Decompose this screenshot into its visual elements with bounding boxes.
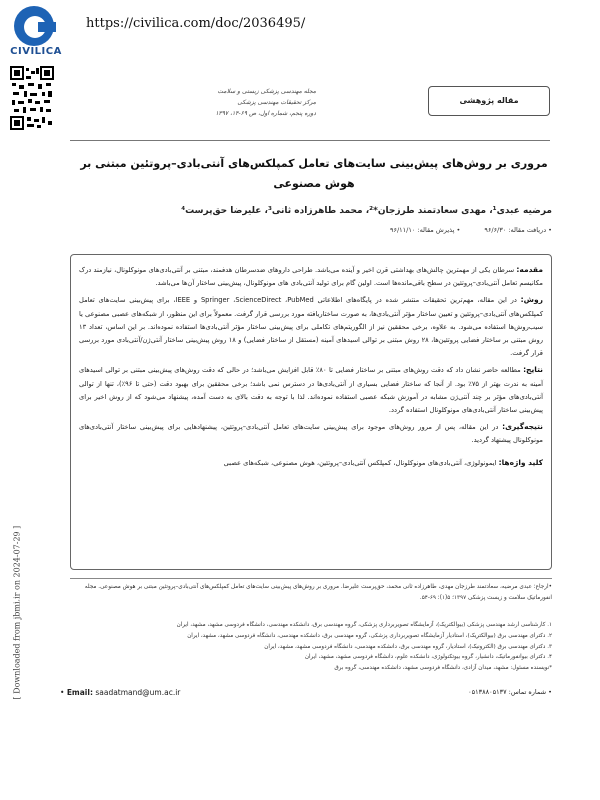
keywords-label: کلید واژه‌ها:: [498, 457, 543, 467]
conclusion-label: نتیجه‌گیری:: [502, 422, 543, 432]
methods-label: روش:: [520, 295, 543, 305]
authors: مرضیه عبدی¹، مهدی سعادتمند طرزجان*²، محمد طاهرزاده ثانی³، علیرضا حق‌پرست⁴: [181, 206, 552, 216]
affiliation-item: ۴. دکترای بیوانفورماتیک، دانشیار، گروه بیوتکنولوژی، دانشکده علوم، دانشگاه فردوسی مشهد، مشهد، ایران: [304, 654, 552, 661]
document-url[interactable]: https://civilica.com/doc/2036495/: [86, 16, 306, 31]
journal-issue: دوره پنجم، شماره اول، ص ۶۹-۱۴، ۱۳۹۷: [215, 110, 316, 117]
methods-text: در این مقاله، مهم‌ترین تحقیقات منتشر شده در پایگاه‌های اطلاعاتی Springer ،ScienceDirect ،PubMed و IEEE، برای پیش‌بینی سایت‌های تعامل کمپلکس‌های آنتی‌بادی–پروتئین و تعیین ساختار مؤثر آنتی‌بادی‌ها، به صورت ساختاریافته مورد بررسی قرار گرفت. معمولاً برای این منظور، از شبکه‌های عصبی مصنوعی یا سیب‌روش‌ها استفاده می‌شود. به علاوه، برخی محققین نیز از الگوریتم‌های تکاملی برای پیش‌بینی ساختار مؤثر آنتی‌بادی‌ها استفاده نموده‌اند. بر این اساس، تعداد ۱۳ روش مبتنی بر ساختار فضایی پروتئین‌ها، ۲۸ روش مبتنی بر توالی اسیدهای آمینه (مستقل از ساختار فضایی) و ۱۸ روش پیش‌بینی ساختار آنتی‌ژن/آنتی‌بادی مورد بررسی قرار گرفت.: [79, 296, 543, 358]
keywords-text: ایمونولوژی، آنتی‌بادی‌های مونوکلونال، کمپلکس آنتی‌بادی–پروتئین، هوش مصنوعی، شبکه‌های عصبی: [223, 458, 497, 467]
journal-center: مرکز تحقیقات مهندسی پزشکی: [237, 99, 316, 106]
affiliation-item: ۱. کارشناسی ارشد مهندسی پزشکی (بیوالکتریک)، آزمایشگاه تصویربرداری پزشکی، گروه مهندسی برق، دانشکده مهندسی، دانشگاه فردوسی مشهد، مشهد، ایران: [176, 622, 552, 628]
intro-text: سرطان یکی از مهمترین چالش‌های بهداشتی قرن اخیر و آینده می‌باشد. طراحی داروهای ضدسرطان هدفمند، مبتنی بر آنتی‌بادی‌های مونوکلونال، نیازمند درک مکانیسم تعامل آنتی‌بادی–پروتئین در سطح باقی‌مانده‌ها است. اولین گام برای تولید آنتی‌بادی های مونوکلونال، پیش‌بینی ساختار آن‌ها می‌باشد.: [79, 266, 543, 288]
divider: [70, 578, 552, 579]
results-text: مطالعه حاضر نشان داد که دقت روش‌های مبتنی بر ساختار فضایی تا ۸۰٪ قابل افزایش می‌باشد؛ در حالی که دقت روش‌های پیش‌بینی مبتنی بر توالی اسیدهای آمینه به ندرت بهتر از ۷۵٪ بود. از آنجا که ساختار فضایی بسیاری از آنتی‌بادی‌ها در دسترس نمی باشد؛ برخی محققین برای بهبود دقت (حتی تا ۹۶٪)، تنها از توالی آنتی‌بادی‌های مؤثر بر چند آنتی‌ژن مشابه در آموزش شبکه عصبی استفاده نموده‌اند. لذا با توجه به دقت بالای به دست آمده، پیشنهاد می‌شود که از روش اخیر برای پیش‌بینی ساختار آنتی‌بادی‌های مونوکلونال استفاده گردد.: [79, 366, 544, 415]
abstract-results: [79, 363, 543, 417]
email-label: Email:: [66, 688, 93, 697]
download-watermark: [ Downloaded from jbmi.ir on 2024-07-29 ]: [12, 525, 22, 700]
affiliation-item: ۳. دکترای مهندسی برق (الکترونیک)، استادیار، گروه مهندسی برق، دانشکده مهندسی، دانشگاه فردوسی مشهد، مشهد، ایران: [264, 643, 552, 650]
qr-code-icon: [10, 66, 54, 130]
article-type-badge: مقاله پژوهشی: [428, 86, 550, 116]
contact-email: • Email: saadatmand@um.ac.ir: [60, 688, 181, 697]
received-date: • دریافت مقاله: ۹۶/۶/۳۰: [484, 226, 552, 234]
results-label: نتایج:: [523, 365, 543, 375]
abstract-conclusion: [79, 420, 543, 447]
abstract-keywords: [79, 456, 543, 470]
article-title: مروری بر روش‌های پیش‌بینی سایت‌های تعامل کمپلکس‌های آنتی‌بادی–پروتئین مبتنی بر هوش مصنوعی: [80, 157, 548, 190]
conclusion-text: در این مقاله، پس از مرور روش‌های موجود برای پیش‌بینی سایت‌های تعامل آنتی‌بادی–پروتئین، پیشنهادهایی برای پیش‌بینی ساختار آنتی‌بادی‌های مونوکلونال پیشنهاد گردید.: [79, 423, 543, 445]
abstract-methods: [79, 293, 543, 360]
affiliations: [70, 620, 552, 674]
intro-label: مقدمه:: [516, 265, 543, 274]
contact-phone: • شماره تماس: ۰۵۱۳۸۸۰۵۱۳۷: [468, 688, 552, 696]
citation: •ارجاع: عبدی مرضیه، سعادتمند طرزجان مهدی، طاهرزاده ثانی محمد، حق‌پرست علیرضا. مروری بر روش‌های پیش‌بینی سایت‌های تعامل کمپلکس‌های آنتی‌بادی–پروتئین مبتنی بر هوش مصنوعی. مجله انفورماتیک سلامت و زیست پزشکی ۱۳۹۷؛ ۵(۱): ۶۹-۵۴.: [84, 584, 552, 601]
journal-info: [76, 86, 316, 119]
article-dates: [76, 226, 552, 234]
logo-text: CIVILICA: [10, 46, 62, 57]
affiliation-item: ۲. دکترای مهندسی برق (بیوالکتریک)، استادیار آزمایشگاه تصویربرداری پزشکی، گروه مهندسی برق، دانشکده مهندسی، دانشگاه فردوسی مشهد، مشهد، ایران: [187, 632, 552, 639]
civilica-logo-icon: [14, 6, 54, 46]
divider: [70, 140, 550, 141]
corresponding-author: *نویسنده مسئول: مشهد، میدان آزادی، دانشگاه فردوسی مشهد، دانشکده مهندسی، گروه برق: [334, 665, 552, 672]
abstract-intro: [79, 263, 543, 290]
journal-name: مجله مهندسی پزشکی زیستی و سلامت: [217, 88, 316, 95]
abstract-box: [70, 254, 552, 570]
accepted-date: • پذیرش مقاله: ۹۶/۱۱/۱۰: [389, 226, 461, 234]
email-address[interactable]: saadatmand@um.ac.ir: [95, 688, 181, 697]
